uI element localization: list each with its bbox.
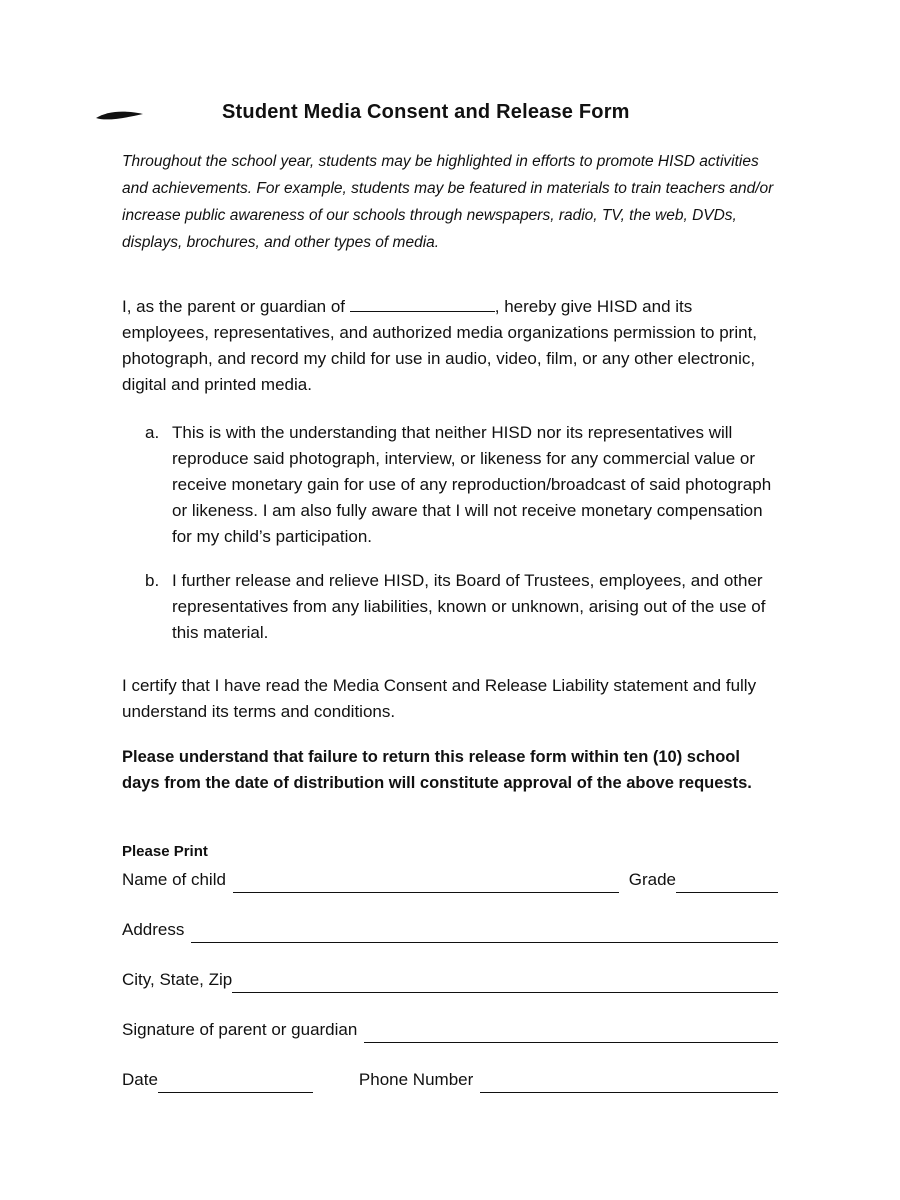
address-blank: [191, 920, 778, 943]
list-text-b: I further release and relieve HISD, its Board of Trustees, employees, and other representatives from any liabilities, known or unknown, arising out of the use of this material.: [172, 571, 766, 642]
parent-name-blank: [350, 297, 495, 312]
signature-blank: [364, 1020, 778, 1043]
list-marker-b: b.: [145, 571, 160, 590]
title-row: [122, 100, 778, 126]
name-of-child-blank: [233, 870, 619, 893]
list-text-a: This is with the understanding that neither HISD nor its representatives will reproduce said photograph, interview, or likeness for any commercial value or receive monetary gain for use of any reproduction/broadcast of said photograph or likeness. I am also fully aware that I will not receive monetary compensation for my child’s participation.: [172, 423, 772, 546]
consent-text-before: I, as the parent or guardian of: [122, 297, 346, 316]
city-state-zip-blank: [232, 970, 778, 993]
phone-number-label: Phone Number: [358, 1070, 474, 1089]
grade-label: Grade: [628, 870, 676, 889]
name-of-child-label: Name of child: [122, 870, 226, 889]
form-heading: Please Print: [122, 843, 208, 860]
form-row-address: [122, 917, 778, 943]
date-blank: [158, 1070, 313, 1093]
list-item-a: [122, 420, 778, 550]
consent-text-after: , hereby give HISD and its employees, representatives, and authorized media organizations permission to print, photograph, and record my child for use in audio, video, film, or any other electronic, digital and printed media.: [122, 297, 758, 394]
page-title: Student Media Consent and Release Form: [222, 101, 630, 123]
date-label: Date: [122, 1070, 158, 1089]
city-state-zip-label: City, State, Zip: [122, 970, 233, 989]
list-item-b: [122, 568, 778, 646]
grade-blank: [676, 870, 778, 893]
swoosh-icon: [95, 109, 145, 123]
address-label: Address: [122, 920, 185, 939]
phone-number-blank: [480, 1070, 778, 1093]
consent-paragraph: [122, 294, 778, 398]
certify-paragraph: I certify that I have read the Media Consent and Release Liability statement and fully understand its terms and conditions.: [122, 676, 757, 721]
form-section: [122, 842, 778, 1093]
warning-paragraph: Please understand that failure to return this release form within ten (10) school days from the date of distribution will constitute approval of the above requests.: [122, 748, 752, 792]
intro-paragraph: Throughout the school year, students may be highlighted in efforts to promote HISD activities and achievements. For example, students may be featured in materials to train teachers and/or increase public awareness of our schools through newspapers, radio, TV, the web, DVDs, displays, brochures, and other types of media.: [122, 153, 774, 251]
list-marker-a: a.: [145, 423, 160, 442]
form-row-signature: [122, 1017, 778, 1043]
form-row-name-grade: [122, 867, 778, 893]
form-row-date-phone: [122, 1067, 778, 1093]
document-content: [122, 0, 778, 1117]
signature-label: Signature of parent or guardian: [122, 1020, 358, 1039]
form-row-city-state-zip: [122, 967, 778, 993]
